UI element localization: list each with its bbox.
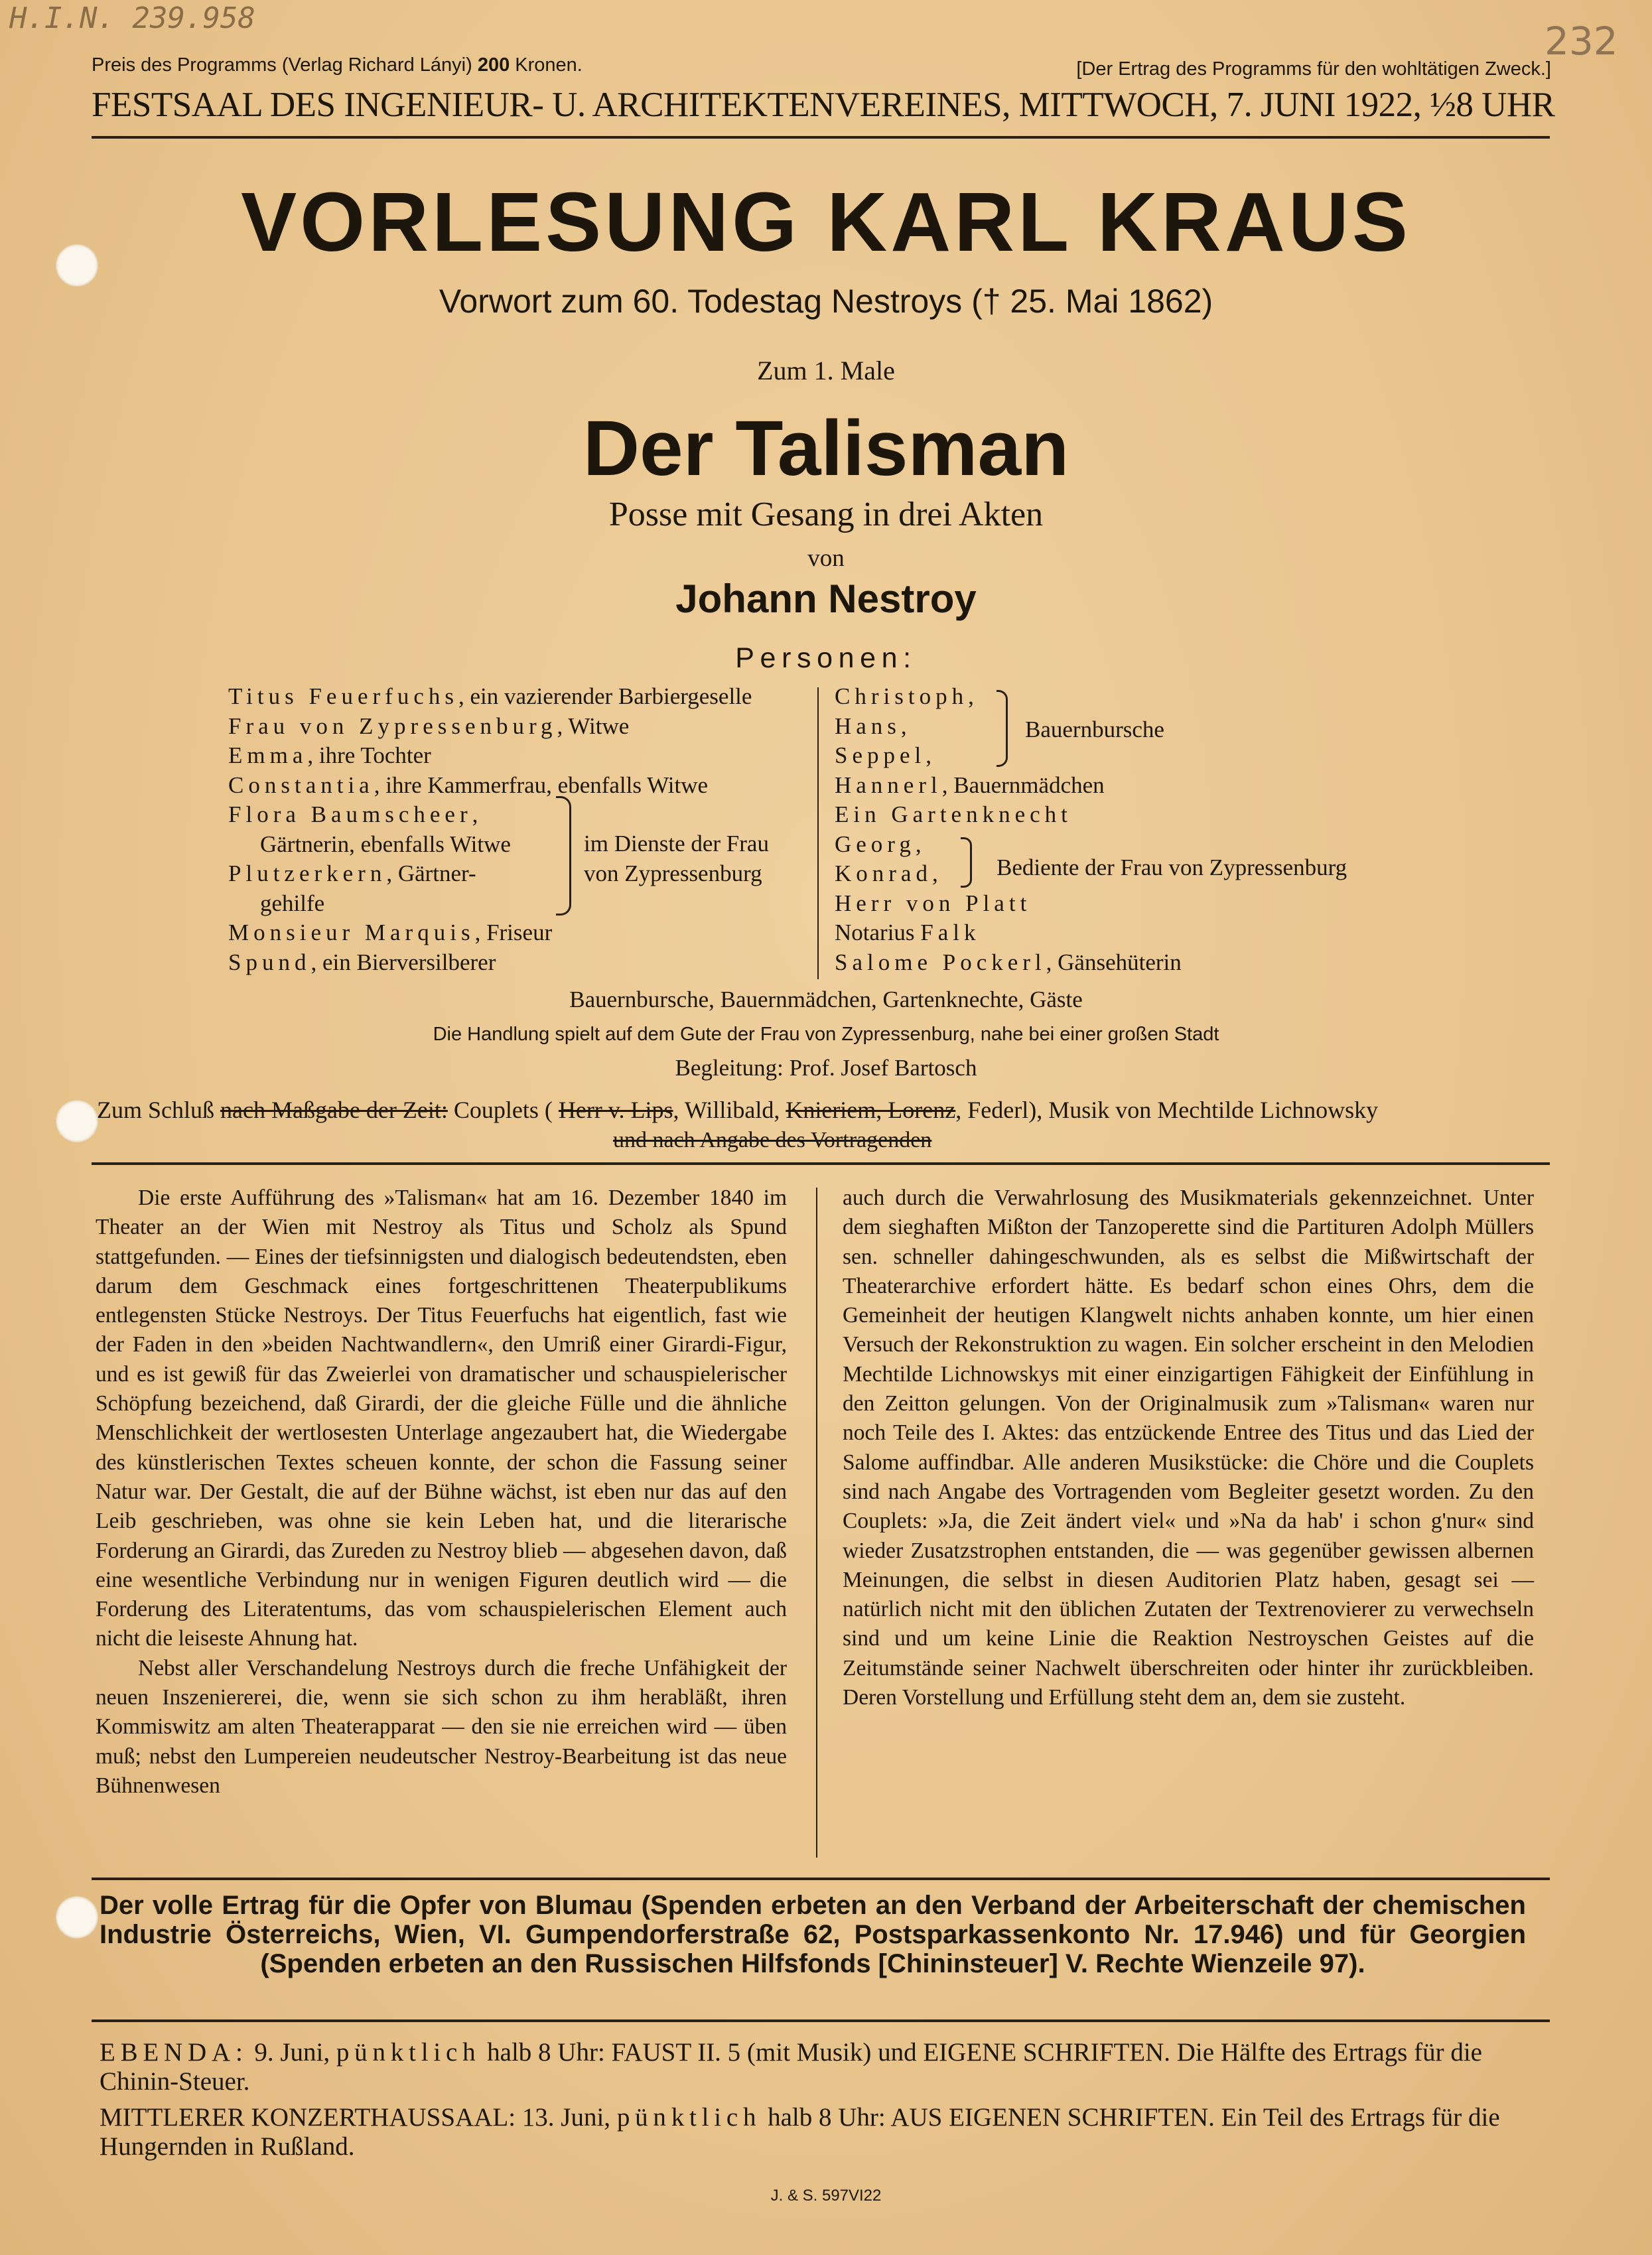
struck-note: und nach Angabe des Vortragenden — [613, 1128, 932, 1152]
price-note: Preis des Programms (Verlag Richard Lányi) 200 Kronen. — [92, 54, 583, 76]
cast-entry: Plutzerkern, Gärtner- — [228, 860, 476, 886]
section-rule — [92, 1162, 1550, 1165]
cast-entry: Hans, — [835, 713, 912, 739]
essay-paragraph: Die erste Aufführung des »Talisman« hat am 16. Dezember 1840 im Theater an der Wien mit Nestroy als Titus und Scholz als Spund stattgefunden. — Eines der tiefsinnigsten und dialogisch bedeutendsten, eben darum dem Geschmack eines fortgeschrittenen Theaterpublikums entlegensten Stücke Nestroys. Der Titus Feuerfuchs hat eigentlich, fast wie der Faden in den »beiden Nachtwandlern«, den Umriß einer Girardi-Figur, und es ist gewiß für das Zweierlei von dramatischer und schauspielerischer Schöpfung bezeichend, daß Girardi, der die gleiche Fülle und die ähnliche Menschlichkeit der wertlosesten Unterlage angezaubert hat, die Wiedergabe des künstlerischen Textes scheuen konnte, der schon die Fassung seiner Natur war. Der Gestalt, die auf der Bühne wächst, ist eben nur das auf den Leib geschrieben, was ohne sie kein Leben hat, und die literarische Forderung an Girardi, das Zureden zu Nestroy blieb — abgesehen davon, daß eine wesentliche Verbindung nur in wenigen Figuren deutlich wird — die Forderung des Literatentums, das vom schauspielerischen Element auch nicht die leiseste Ahnung hat. — [96, 1186, 787, 1651]
folio-number: 232 — [1545, 19, 1618, 64]
essay-column-right — [843, 1184, 1534, 1712]
couplets-line: Zum Schluß nach Maßgabe der Zeit: Couplets ( Herr v. Lips, Willibald, Knieriem, Lorenz, Federl), Musik von Mechtilde Lichnowsky — [97, 1097, 1379, 1123]
cast-entry: Georg, — [835, 831, 926, 857]
cast-entry: Constantia, ihre Kammerfrau, ebenfalls Witwe — [228, 772, 709, 798]
cast-divider — [817, 687, 819, 979]
group-note: Bauernbursche — [1025, 717, 1164, 742]
group-brace — [997, 690, 1008, 767]
cast-entry: Ein Gartenknecht — [835, 801, 1072, 827]
cast-entry: Konrad, — [835, 860, 943, 886]
accompaniment-line: Begleitung: Prof. Josef Bartosch — [675, 1055, 977, 1081]
event-konzerthaus: MITTLERER KONZERTHAUSSAAL: 13. Juni, pünktlich halb 8 Uhr: AUS EIGENEN SCHRIFTEN. Ein Teil des Ertrags für die Hungernden in Rußland. — [100, 2103, 1500, 2161]
header-rule — [92, 136, 1550, 139]
event-ebenda: EBENDA: 9. Juni, pünktlich halb 8 Uhr: FAUST II. 5 (mit Musik) und EIGENE SCHRIFTEN. Die Hälfte des Ertrags für die Chinin-Steuer. — [100, 2038, 1482, 2096]
cast-entry: Christoph, — [835, 683, 979, 709]
cast-entry: Herr von Platt — [835, 890, 1032, 916]
reading-title: VORLESUNG KARL KRAUS — [241, 175, 1411, 269]
group-brace — [961, 837, 972, 888]
venue-line: FESTSAAL DES INGENIEUR- U. ARCHITEKTENVEREINES, MITTWOCH, 7. JUNI 1922, ½8 UHR — [92, 86, 1555, 124]
essay-column-left — [96, 1184, 787, 1801]
cast-entry: Notarius Falk — [835, 920, 981, 945]
preface-line: Vorwort zum 60. Todestag Nestroys († 25. Mai 1862) — [439, 283, 1213, 320]
section-rule — [92, 2019, 1550, 2022]
cast-entry: Emma, ihre Tochter — [228, 742, 431, 768]
group-brace — [556, 796, 571, 916]
setting-line: Die Handlung spielt auf dem Gute der Frau von Zypressenburg, nahe bei einer großen Stadt — [433, 1024, 1219, 1045]
cast-entry: Titus Feuerfuchs, ein vazierender Barbiergeselle — [228, 683, 752, 709]
group-note: Bediente der Frau von Zypressenburg — [997, 854, 1347, 880]
punch-hole — [56, 1100, 98, 1142]
essay-paragraph: Nebst aller Verschandelung Nestroys durch die freche Unfähigkeit der neuen Inszeniererei, die, wenn sie sich schon zu ihm herabläßt, ihren Kommiswitz am alten Theaterapparat — den sie nie erreichen wird — üben muß; nebst den Lumpereien neudeutscher Nestroy-Bearbeitung ist das neue Bühnenwesen — [96, 1655, 787, 1798]
printer-mark: J. & S. 597VI22 — [770, 2187, 882, 2205]
section-rule — [92, 1878, 1550, 1880]
cast-entry: Salome Pockerl, Gänsehüterin — [835, 949, 1182, 975]
author-name: Johann Nestroy — [675, 577, 977, 621]
essay-paragraph: auch durch die Verwahrlosung des Musikmaterials gekennzeichnet. Unter dem sieghaften Mißton der Tanzoperette sind die Partituren Adolph Müllers sen. schneller dahingeschwunden, als es selbst die Mißwirtschaft der Theaterarchive erfordert hätte. Es bedarf schon eines Ohrs, dem die Gemeinheit der heutigen Klangwelt nichts anhaben konnte, um hier einen Versuch der Rekonstruktion zu wagen. Ein solcher erscheint in den Melodien Mechtilde Lichnowskys mit einer einzigartigen Fähigkeit der Einfühlung in den Zeitton gelungen. Von der Originalmusik zum »Talisman« waren nur noch Teile des I. Aktes: das entzückende Entree des Titus und das Lied der Salome auffindbar. Alle anderen Musikstücke: die Chöre und die Couplets sind nach Angabe des Vortragenden vom Begleiter gesetzt worden. Zu den Couplets: »Ja, die Zeit ändert viel« und »Na da hab' i schon g'nur« sind wieder Zusatzstrophen entstanden, die — was gegenüber gewissen albernen Meinungen, die selbst in diesen Auditorien Platz haben, gesagt sei — natürlich nicht mit den üblichen Zutaten der Textrenovierer zu verwechseln sind und um keine Linie die Reaktion Nestroyschen Geistes auf die Zeitumstände seiner Nachwelt überschreiten oder hinter ihr zurückbleiben. Deren Vorstellung und Erfüllung steht dem an, dem sie zusteht. — [843, 1186, 1534, 1710]
by-word: von — [807, 545, 845, 572]
cast-entry: Flora Baumscheer, — [228, 801, 478, 827]
cast-entry: Frau von Zypressenburg, Witwe — [228, 713, 630, 739]
column-divider — [816, 1188, 817, 1858]
proceeds-note: [Der Ertrag des Programms für den wohltätigen Zweck.] — [1076, 58, 1551, 80]
cast-entry: Seppel, — [835, 742, 937, 768]
cast-entry: gehilfe — [260, 890, 325, 916]
cast-entry: Spund, ein Bierversilberer — [228, 949, 496, 975]
cast-entry: Hannerl, Bauernmädchen — [835, 772, 1105, 798]
cast-entry: Gärtnerin, ebenfalls Witwe — [260, 831, 511, 857]
cast-entry: Monsieur Marquis, Friseur — [228, 920, 553, 945]
donation-notice: Der volle Ertrag für die Opfer von Blumau (Spenden erbeten an den Verband der Arbeiterschaft der chemischen Industrie Österreichs, Wien, VI. Gumpendorferstraße 62, Postsparkassenkonto Nr. 17.946) und für Georgien (Spenden erbeten an den Russischen Hilfsfonds [Chininsteuer] V. Rechte Wienzeile 97). — [100, 1891, 1526, 1978]
cast-heading: Personen: — [735, 642, 917, 674]
punch-hole — [56, 1896, 98, 1939]
extras-line: Bauernbursche, Bauernmädchen, Gartenknechte, Gäste — [569, 987, 1083, 1012]
first-time-note: Zum 1. Male — [757, 356, 895, 385]
play-genre: Posse mit Gesang in drei Akten — [608, 496, 1044, 533]
play-title: Der Talisman — [583, 405, 1069, 492]
group-note: im Dienste der Frau von Zypressenburg — [584, 831, 769, 886]
archive-number: H.I.N. 239.958 — [9, 1, 255, 35]
